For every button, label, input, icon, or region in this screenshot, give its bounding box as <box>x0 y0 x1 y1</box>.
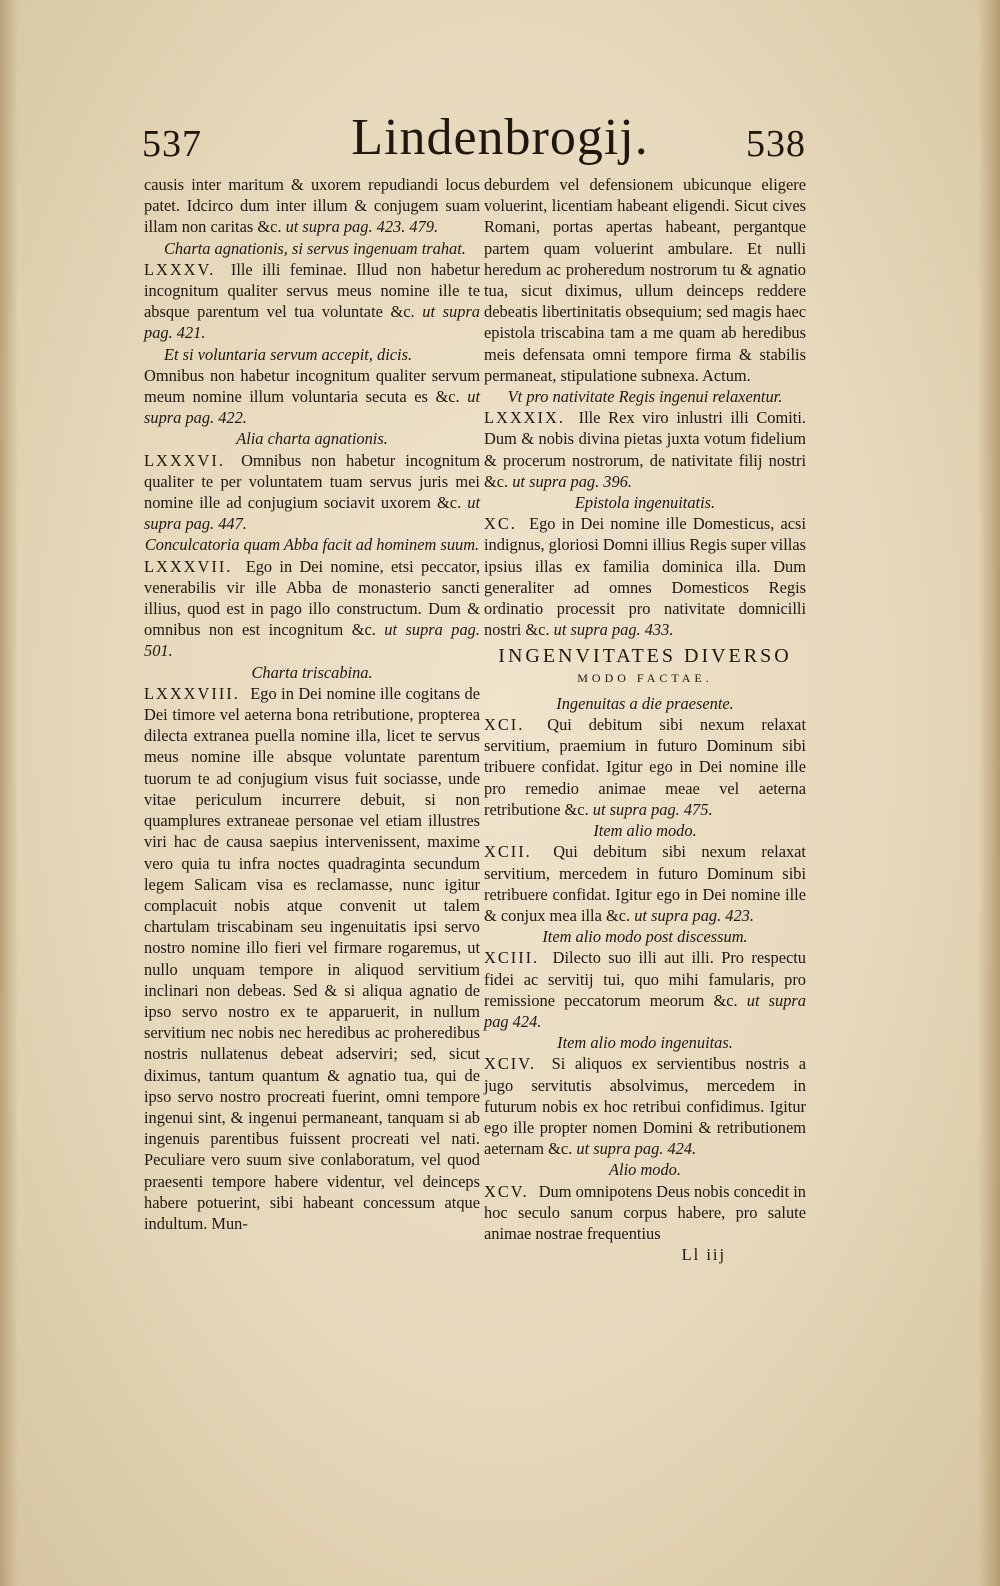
paragraph-text: Omnibus non habetur incognitum qualiter servum meum nomine illum voluntaria secuta es &c. <box>144 365 480 407</box>
right-paragraph <box>484 407 806 492</box>
cross-reference: ut supra pag. 423. <box>634 905 754 925</box>
section-heading: Ingenuitas a die praesente. <box>556 693 734 713</box>
cross-reference: ut supra pag. 421. <box>144 302 480 343</box>
cross-reference: ut supra pag. 501. <box>144 620 480 661</box>
section-heading: Charta triscabina. <box>251 662 373 682</box>
section-heading: Alio modo. <box>609 1160 681 1180</box>
chapter-title: INGENVITATES DIVERSO <box>498 645 792 668</box>
section-heading: Alia charta agnationis. <box>236 429 388 449</box>
left-column <box>144 174 480 1234</box>
cross-reference: ut supra pag. 433. <box>553 620 674 640</box>
right-paragraph <box>484 513 806 640</box>
right-column <box>484 174 806 1265</box>
right-paragraph <box>484 714 806 820</box>
paragraph-text: Ego in Dei nomine, etsi peccator, venerabilis vir ille Abba de monasterio sancti illius, quod est in pago illo constructum. Dum & omnibus non est incognitum &c. <box>144 556 480 640</box>
left-paragraph <box>144 174 480 238</box>
right-paragraph <box>484 947 806 1032</box>
cross-reference: ut supra pag 424. <box>484 990 806 1031</box>
left-paragraph <box>144 556 480 662</box>
right-paragraph <box>484 841 806 926</box>
paragraph-text: Ego in Dei nomine ille Domesticus, acsi indignus, gloriosi Domni illius Regis super villas ipsius illas ex familia dominica illa. Dum generaliter ad omnes Domesticos Regis ordinatio processit pro nativitate domnicilli nostri &c. <box>484 514 806 640</box>
paragraph-text: Dilecto suo illi aut illi. Pro respectu fidei ac servitij tui, quo mihi famularis, pro remissione peccatorum meorum &c. <box>484 948 806 1010</box>
chapter-subtitle: MODO FACTAE. <box>577 670 713 685</box>
formula-number: LXXXIX. <box>484 408 565 428</box>
formula-number: XCIII. <box>484 948 540 968</box>
paragraph-text: causis inter maritum & uxorem repudiandi locus patet. Idcirco dum inter illum & conjugem suam illam non caritas &c. <box>144 175 480 237</box>
section-heading: Vt pro nativitate Regis ingenui relaxentur. <box>507 387 783 407</box>
formula-number: XCIV. <box>484 1054 537 1074</box>
signature-mark: Ll iij <box>681 1245 726 1265</box>
page-edge-right <box>978 0 1000 1586</box>
formula-number: LXXXVI. <box>144 450 225 470</box>
left-paragraph <box>144 450 480 535</box>
running-title: Lindenbrogij. <box>351 109 649 166</box>
right-paragraph <box>484 1181 806 1245</box>
section-heading: Et si voluntaria servum accepit, dicis. <box>164 344 413 364</box>
section-heading: Item alio modo post discessum. <box>542 927 748 947</box>
paragraph-text: Dum omnipotens Deus nobis concedit in hoc seculo sanum corpus habere, pro salute animae nostrae frequentius <box>484 1181 806 1243</box>
cross-reference: ut supra pag. 447. <box>144 493 480 534</box>
section-heading: Epistola ingenuitatis. <box>574 493 716 513</box>
paragraph-text: Omnibus non habetur incognitum qualiter te per voluntatem tuam servus juris mei nomine ille ad conjugium sociavit uxorem &c. <box>144 450 480 513</box>
formula-number: XCI. <box>484 715 525 735</box>
page-number-right: 538 <box>746 123 806 165</box>
page-number-left: 537 <box>142 123 202 165</box>
cross-reference: ut supra pag. 423. 479. <box>285 217 439 237</box>
page-edge-left <box>0 0 18 1586</box>
left-paragraph <box>144 683 480 1234</box>
paragraph-text: Qui debitum sibi nexum relaxat servitium, praemium in futuro Dominum sibi tribuere confidat. Igitur ego in Dei nomine ille pro remedio animae meae vel aeterna retributione &c. <box>484 715 806 819</box>
left-paragraph <box>144 365 480 429</box>
paragraph-text: Ego in Dei nomine ille cogitans de Dei timore vel aeterna bona retributione, propterea dilecta extranea puella nomine illa, licet te servus meus nomine ille absque voluntate parentum tuorum te ad conjugium visus fuit sociasse, unde vitae periculum incurrere debuit, si non quamplures extraneae personae vel etiam illustres viri hac de causa saepius intervenissent, maxime vero quia tu infra noctes quadraginta secundum legem Salicam visa es reclamasse, nunc igitur complacuit nobis atque convenit ut talem chartulam triscabinam seu ingenuitatis ipsi servo nostro nomine illo fieri vel firmare rogaremus, ut nullo unquam tempore in aliquod servitium inclinari non debeas. Sed & si aliqua agnatio de ipso servo nostro ex te apparuerit, in nullum servitium nec nobis nec heredibus ac proheredibus nostris nullatenus debeat adserviri; sed, sicut diximus, tantum quantum & agnatio tua, qui de ipso servo nostro procreati fuerint, omni tempore ingenui sint, & ingenui permaneant, tanquam si ab ingenuis parentibus fuissent procreati vel nati. Peculiare vero suum sive conlaboratum, vel quod praesenti tempore habere videntur, vel deinceps habere potuerint, sibi habeant concessum atque indultum. Mun- <box>144 683 480 1233</box>
section-heading: Conculcatoria quam Abba facit ad hominem suum. <box>144 535 480 555</box>
formula-number: LXXXV. <box>144 259 216 279</box>
section-heading: Item alio modo. <box>593 821 697 841</box>
paragraph-text: Si aliquos ex servientibus nostris a jugo servitutis absolvimus, mercedem in futurum nobis ex hoc retribui confidimus. Igitur ego ille propter nomen Domini & retributionem aeternam &c. <box>484 1054 806 1159</box>
cross-reference: ut supra pag. 475. <box>592 799 713 819</box>
formula-number: XCV. <box>484 1181 529 1201</box>
cross-reference: ut supra pag. 396. <box>512 471 632 491</box>
formula-number: LXXXVIII. <box>144 683 240 703</box>
paragraph-text: deburdem vel defensionem ubicunque eligere voluerint, licentiam habeant eligendi. Sicut cives Romani, portas apertas habeant, pergantque partem quam voluerint ambulare. Et nulli heredum ac proheredum nostrorum tu & agnatio tua, sicut diximus, ullum deinceps reddere debeatis libertinitatis obsequium; sed magis haec epistola triscabina tam a me quam ab heredibus meis defensata omni tempore firma & stabilis permaneat, stipulatione subnexa. Actum. <box>484 175 806 385</box>
formula-number: XC. <box>484 514 517 534</box>
section-heading: Item alio modo ingenuitas. <box>557 1033 733 1053</box>
paragraph-text: Ille illi feminae. Illud non habetur incognitum qualiter servus meus nomine ille te absque parentum vel tua voluntate &c. <box>144 259 480 322</box>
paragraph-text: Qui debitum sibi nexum relaxat servitium, mercedem in futuro Dominum sibi retribuere confidat. Igitur ego in Dei nomine ille & conjux mea illa &c. <box>484 842 806 925</box>
left-paragraph <box>144 259 480 344</box>
formula-number: LXXXVII. <box>144 556 233 576</box>
section-heading: Charta agnationis, si servus ingenuam trahat. <box>164 238 466 258</box>
paragraph-text: Ille Rex viro inlustri illi Comiti. Dum & nobis divina pietas juxta votum fidelium & procerum nostrorum, de nativitate filij nostri &c. <box>484 408 806 491</box>
cross-reference: ut supra pag. 424. <box>576 1139 697 1159</box>
formula-number: XCII. <box>484 842 532 862</box>
cross-reference: ut supra pag. 422. <box>144 387 480 428</box>
right-paragraph <box>484 174 806 386</box>
right-paragraph <box>484 1053 806 1159</box>
